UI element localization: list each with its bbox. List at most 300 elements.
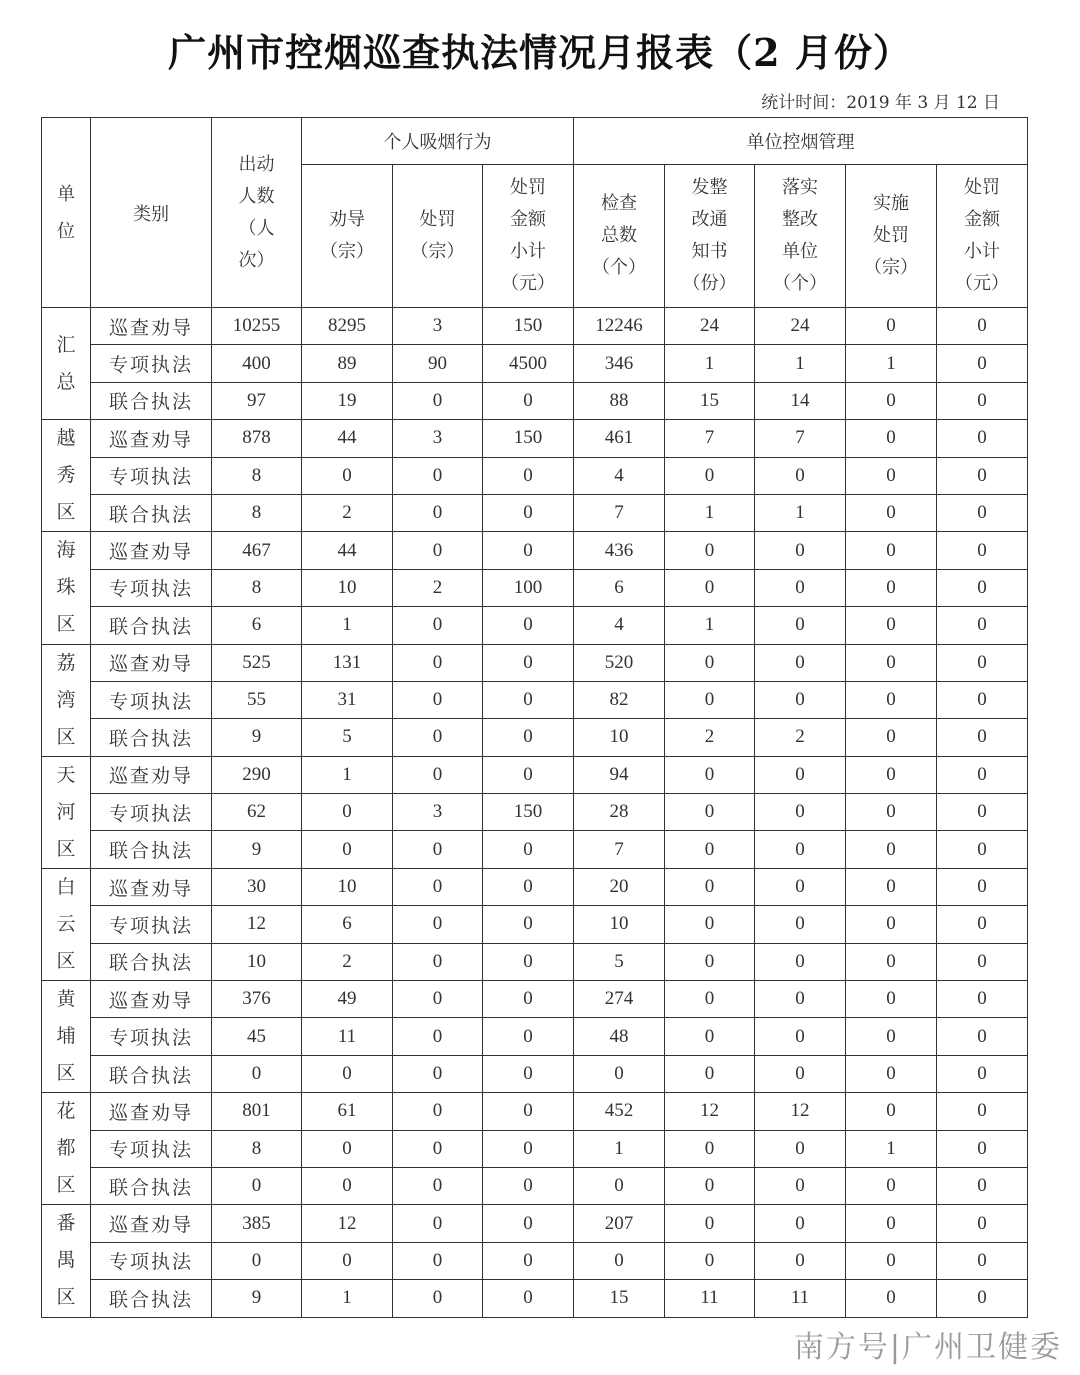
cell-persuade: 89 xyxy=(302,345,393,382)
category-cell: 巡查劝导 xyxy=(91,981,212,1018)
header-unit-penalty: 实施 处罚 （宗） xyxy=(846,165,937,308)
cell-penalty-amount: 0 xyxy=(483,906,574,943)
cell-penalty-amount: 0 xyxy=(483,382,574,419)
cell-inspections: 10 xyxy=(574,719,665,756)
cell-notices: 0 xyxy=(665,1130,755,1167)
cell-unit-penalty: 0 xyxy=(846,308,937,345)
cell-notices: 0 xyxy=(665,532,755,569)
category-cell: 专项执法 xyxy=(91,1242,212,1279)
cell-penalty-amount: 0 xyxy=(483,1280,574,1317)
cell-unit-penalty-amount: 0 xyxy=(937,1055,1028,1092)
category-cell: 专项执法 xyxy=(91,1130,212,1167)
cell-unit-penalty: 0 xyxy=(846,382,937,419)
cell-penalty: 0 xyxy=(393,1055,483,1092)
cell-penalty-amount: 0 xyxy=(483,756,574,793)
cell-inspections: 7 xyxy=(574,494,665,531)
cell-persuade: 6 xyxy=(302,906,393,943)
cell-rectified: 1 xyxy=(755,494,846,531)
cell-inspections: 0 xyxy=(574,1055,665,1092)
cell-notices: 1 xyxy=(665,494,755,531)
cell-unit-penalty-amount: 0 xyxy=(937,1093,1028,1130)
unit-name-cell: 花都区 xyxy=(42,1093,91,1205)
cell-penalty: 0 xyxy=(393,607,483,644)
unit-name-cell: 番禺区 xyxy=(42,1205,91,1317)
cell-persuade: 10 xyxy=(302,868,393,905)
cell-rectified: 0 xyxy=(755,532,846,569)
cell-penalty: 0 xyxy=(393,644,483,681)
cell-unit-penalty: 0 xyxy=(846,831,937,868)
cell-persuade: 0 xyxy=(302,1130,393,1167)
table-row xyxy=(42,457,1028,494)
cell-penalty: 0 xyxy=(393,756,483,793)
cell-notices: 2 xyxy=(665,719,755,756)
header-category: 类别 xyxy=(91,118,212,308)
header-inspections: 检查 总数 （个） xyxy=(574,165,665,308)
cell-unit-penalty: 0 xyxy=(846,532,937,569)
category-cell: 联合执法 xyxy=(91,1055,212,1092)
cell-rectified: 0 xyxy=(755,1167,846,1204)
cell-unit-penalty: 0 xyxy=(846,681,937,718)
cell-inspections: 5 xyxy=(574,943,665,980)
cell-rectified: 7 xyxy=(755,420,846,457)
cell-persuade: 1 xyxy=(302,756,393,793)
cell-notices: 7 xyxy=(665,420,755,457)
cell-rectified: 2 xyxy=(755,719,846,756)
cell-unit-penalty: 1 xyxy=(846,345,937,382)
header-persuade: 劝导 （宗） xyxy=(302,165,393,308)
table-row xyxy=(42,906,1028,943)
cell-penalty-amount: 0 xyxy=(483,719,574,756)
cell-unit-penalty: 0 xyxy=(846,943,937,980)
cell-unit-penalty: 0 xyxy=(846,457,937,494)
cell-notices: 0 xyxy=(665,457,755,494)
cell-penalty: 0 xyxy=(393,681,483,718)
cell-rectified: 0 xyxy=(755,868,846,905)
cell-unit-penalty-amount: 0 xyxy=(937,1280,1028,1317)
cell-persuade: 10 xyxy=(302,569,393,606)
cell-persuade: 0 xyxy=(302,457,393,494)
unit-name-cell: 越秀区 xyxy=(42,420,91,532)
cell-notices: 0 xyxy=(665,906,755,943)
cell-penalty: 0 xyxy=(393,1130,483,1167)
cell-staff: 55 xyxy=(212,681,302,718)
cell-penalty-amount: 0 xyxy=(483,1167,574,1204)
cell-penalty-amount: 0 xyxy=(483,868,574,905)
cell-penalty: 0 xyxy=(393,532,483,569)
cell-penalty: 3 xyxy=(393,420,483,457)
category-cell: 巡查劝导 xyxy=(91,644,212,681)
cell-inspections: 4 xyxy=(574,607,665,644)
cell-penalty-amount: 0 xyxy=(483,1130,574,1167)
cell-rectified: 0 xyxy=(755,981,846,1018)
cell-unit-penalty: 0 xyxy=(846,719,937,756)
cell-staff: 376 xyxy=(212,981,302,1018)
cell-inspections: 0 xyxy=(574,1242,665,1279)
cell-inspections: 88 xyxy=(574,382,665,419)
cell-unit-penalty: 0 xyxy=(846,494,937,531)
header-group-personal: 个人吸烟行为 xyxy=(302,118,574,165)
cell-inspections: 452 xyxy=(574,1093,665,1130)
table-row xyxy=(42,420,1028,457)
cell-penalty: 90 xyxy=(393,345,483,382)
cell-inspections: 4 xyxy=(574,457,665,494)
cell-inspections: 207 xyxy=(574,1205,665,1242)
cell-unit-penalty-amount: 0 xyxy=(937,532,1028,569)
cell-rectified: 0 xyxy=(755,1205,846,1242)
cell-staff: 0 xyxy=(212,1167,302,1204)
table-row xyxy=(42,719,1028,756)
cell-rectified: 0 xyxy=(755,1055,846,1092)
cell-staff: 6 xyxy=(212,607,302,644)
cell-inspections: 346 xyxy=(574,345,665,382)
cell-notices: 0 xyxy=(665,943,755,980)
cell-penalty: 2 xyxy=(393,569,483,606)
cell-penalty-amount: 0 xyxy=(483,607,574,644)
table-row xyxy=(42,532,1028,569)
header-unit-penalty-amount: 处罚 金额 小计 （元） xyxy=(937,165,1028,308)
table-row xyxy=(42,981,1028,1018)
unit-name-cell: 荔湾区 xyxy=(42,644,91,756)
table-row xyxy=(42,681,1028,718)
table-row xyxy=(42,943,1028,980)
cell-persuade: 61 xyxy=(302,1093,393,1130)
cell-penalty: 0 xyxy=(393,494,483,531)
cell-inspections: 436 xyxy=(574,532,665,569)
cell-rectified: 14 xyxy=(755,382,846,419)
cell-persuade: 49 xyxy=(302,981,393,1018)
category-cell: 专项执法 xyxy=(91,1018,212,1055)
cell-unit-penalty: 0 xyxy=(846,644,937,681)
cell-staff: 10 xyxy=(212,943,302,980)
cell-inspections: 82 xyxy=(574,681,665,718)
cell-penalty: 0 xyxy=(393,943,483,980)
cell-unit-penalty: 0 xyxy=(846,569,937,606)
cell-persuade: 2 xyxy=(302,943,393,980)
cell-unit-penalty: 0 xyxy=(846,1018,937,1055)
cell-staff: 0 xyxy=(212,1242,302,1279)
cell-unit-penalty-amount: 0 xyxy=(937,943,1028,980)
cell-rectified: 1 xyxy=(755,345,846,382)
cell-unit-penalty-amount: 0 xyxy=(937,382,1028,419)
cell-unit-penalty-amount: 0 xyxy=(937,794,1028,831)
cell-penalty: 0 xyxy=(393,382,483,419)
cell-staff: 9 xyxy=(212,1280,302,1317)
cell-notices: 0 xyxy=(665,1018,755,1055)
unit-name-cell: 白云区 xyxy=(42,868,91,980)
cell-unit-penalty-amount: 0 xyxy=(937,868,1028,905)
cell-notices: 0 xyxy=(665,569,755,606)
cell-unit-penalty-amount: 0 xyxy=(937,831,1028,868)
table-row xyxy=(42,794,1028,831)
cell-inspections: 274 xyxy=(574,981,665,1018)
cell-rectified: 0 xyxy=(755,794,846,831)
header-notices: 发整 改通 知书 （份） xyxy=(665,165,755,308)
cell-staff: 8 xyxy=(212,569,302,606)
cell-persuade: 1 xyxy=(302,607,393,644)
cell-notices: 0 xyxy=(665,1167,755,1204)
unit-name-cell: 海珠区 xyxy=(42,532,91,644)
cell-penalty: 0 xyxy=(393,906,483,943)
report-body xyxy=(42,308,1028,1318)
cell-unit-penalty-amount: 0 xyxy=(937,644,1028,681)
cell-unit-penalty-amount: 0 xyxy=(937,1130,1028,1167)
category-cell: 联合执法 xyxy=(91,831,212,868)
cell-inspections: 12246 xyxy=(574,308,665,345)
cell-persuade: 0 xyxy=(302,794,393,831)
cell-unit-penalty: 0 xyxy=(846,794,937,831)
cell-rectified: 11 xyxy=(755,1280,846,1317)
cell-staff: 878 xyxy=(212,420,302,457)
cell-notices: 0 xyxy=(665,831,755,868)
table-row xyxy=(42,1055,1028,1092)
unit-name-cell: 汇总 xyxy=(42,308,91,420)
header-rectified: 落实 整改 单位 （个） xyxy=(755,165,846,308)
cell-rectified: 12 xyxy=(755,1093,846,1130)
cell-staff: 0 xyxy=(212,1055,302,1092)
cell-inspections: 6 xyxy=(574,569,665,606)
cell-notices: 11 xyxy=(665,1280,755,1317)
cell-notices: 0 xyxy=(665,981,755,1018)
category-cell: 联合执法 xyxy=(91,719,212,756)
cell-staff: 467 xyxy=(212,532,302,569)
table-row xyxy=(42,1167,1028,1204)
cell-penalty-amount: 150 xyxy=(483,420,574,457)
cell-unit-penalty: 0 xyxy=(846,1205,937,1242)
cell-penalty-amount: 0 xyxy=(483,1242,574,1279)
cell-inspections: 15 xyxy=(574,1280,665,1317)
statistics-date: 统计时间：2019 年 3 月 12 日 xyxy=(761,93,1000,113)
category-cell: 巡查劝导 xyxy=(91,1093,212,1130)
category-cell: 专项执法 xyxy=(91,794,212,831)
cell-inspections: 1 xyxy=(574,1130,665,1167)
cell-staff: 45 xyxy=(212,1018,302,1055)
cell-unit-penalty-amount: 0 xyxy=(937,906,1028,943)
cell-penalty-amount: 0 xyxy=(483,831,574,868)
table-row xyxy=(42,1242,1028,1279)
cell-unit-penalty-amount: 0 xyxy=(937,681,1028,718)
cell-notices: 0 xyxy=(665,1205,755,1242)
cell-unit-penalty-amount: 0 xyxy=(937,494,1028,531)
cell-unit-penalty-amount: 0 xyxy=(937,756,1028,793)
cell-persuade: 2 xyxy=(302,494,393,531)
cell-persuade: 11 xyxy=(302,1018,393,1055)
table-row xyxy=(42,494,1028,531)
cell-persuade: 19 xyxy=(302,382,393,419)
cell-penalty: 3 xyxy=(393,308,483,345)
cell-unit-penalty: 0 xyxy=(846,1093,937,1130)
cell-penalty: 0 xyxy=(393,719,483,756)
cell-inspections: 48 xyxy=(574,1018,665,1055)
cell-persuade: 12 xyxy=(302,1205,393,1242)
category-cell: 联合执法 xyxy=(91,1280,212,1317)
cell-unit-penalty-amount: 0 xyxy=(937,1018,1028,1055)
cell-penalty: 0 xyxy=(393,1093,483,1130)
category-cell: 巡查劝导 xyxy=(91,532,212,569)
cell-penalty-amount: 100 xyxy=(483,569,574,606)
cell-penalty-amount: 0 xyxy=(483,1018,574,1055)
cell-staff: 10255 xyxy=(212,308,302,345)
report-title: 广州市控烟巡查执法情况月报表（2 月份） xyxy=(168,30,912,75)
category-cell: 巡查劝导 xyxy=(91,756,212,793)
cell-unit-penalty: 0 xyxy=(846,756,937,793)
cell-persuade: 0 xyxy=(302,1242,393,1279)
cell-rectified: 0 xyxy=(755,1130,846,1167)
cell-penalty: 3 xyxy=(393,794,483,831)
cell-notices: 1 xyxy=(665,345,755,382)
cell-unit-penalty-amount: 0 xyxy=(937,420,1028,457)
cell-inspections: 0 xyxy=(574,1167,665,1204)
category-cell: 专项执法 xyxy=(91,345,212,382)
cell-staff: 801 xyxy=(212,1093,302,1130)
cell-persuade: 8295 xyxy=(302,308,393,345)
cell-penalty-amount: 150 xyxy=(483,308,574,345)
table-row xyxy=(42,868,1028,905)
table-row xyxy=(42,756,1028,793)
cell-rectified: 0 xyxy=(755,906,846,943)
cell-notices: 0 xyxy=(665,1055,755,1092)
cell-staff: 97 xyxy=(212,382,302,419)
cell-notices: 0 xyxy=(665,868,755,905)
category-cell: 巡查劝导 xyxy=(91,308,212,345)
cell-notices: 24 xyxy=(665,308,755,345)
cell-penalty: 0 xyxy=(393,1205,483,1242)
cell-inspections: 520 xyxy=(574,644,665,681)
cell-staff: 290 xyxy=(212,756,302,793)
category-cell: 联合执法 xyxy=(91,1167,212,1204)
cell-inspections: 10 xyxy=(574,906,665,943)
cell-inspections: 28 xyxy=(574,794,665,831)
cell-notices: 0 xyxy=(665,1242,755,1279)
cell-unit-penalty-amount: 0 xyxy=(937,607,1028,644)
category-cell: 巡查劝导 xyxy=(91,868,212,905)
table-row xyxy=(42,1093,1028,1130)
cell-rectified: 0 xyxy=(755,607,846,644)
cell-unit-penalty-amount: 0 xyxy=(937,1242,1028,1279)
unit-name-cell: 黄埔区 xyxy=(42,981,91,1093)
cell-unit-penalty: 0 xyxy=(846,1242,937,1279)
cell-penalty: 0 xyxy=(393,457,483,494)
category-cell: 联合执法 xyxy=(91,607,212,644)
cell-persuade: 0 xyxy=(302,831,393,868)
cell-unit-penalty: 1 xyxy=(846,1130,937,1167)
cell-penalty-amount: 0 xyxy=(483,681,574,718)
category-cell: 专项执法 xyxy=(91,681,212,718)
cell-inspections: 94 xyxy=(574,756,665,793)
cell-unit-penalty: 0 xyxy=(846,1167,937,1204)
cell-unit-penalty: 0 xyxy=(846,607,937,644)
cell-notices: 0 xyxy=(665,681,755,718)
cell-penalty: 0 xyxy=(393,1167,483,1204)
category-cell: 专项执法 xyxy=(91,906,212,943)
table-row xyxy=(42,345,1028,382)
header-group-unit: 单位控烟管理 xyxy=(574,118,1028,165)
cell-rectified: 0 xyxy=(755,756,846,793)
cell-penalty-amount: 0 xyxy=(483,1093,574,1130)
cell-rectified: 24 xyxy=(755,308,846,345)
header-penalty-amount: 处罚 金额 小计 （元） xyxy=(483,165,574,308)
cell-penalty: 0 xyxy=(393,981,483,1018)
cell-unit-penalty-amount: 0 xyxy=(937,569,1028,606)
cell-inspections: 461 xyxy=(574,420,665,457)
cell-staff: 9 xyxy=(212,719,302,756)
cell-staff: 385 xyxy=(212,1205,302,1242)
cell-unit-penalty-amount: 0 xyxy=(937,719,1028,756)
watermark: 南方号|广州卫健委 xyxy=(793,1330,1062,1365)
cell-penalty-amount: 4500 xyxy=(483,345,574,382)
cell-notices: 0 xyxy=(665,794,755,831)
cell-persuade: 0 xyxy=(302,1167,393,1204)
cell-persuade: 1 xyxy=(302,1280,393,1317)
category-cell: 巡查劝导 xyxy=(91,420,212,457)
table-row xyxy=(42,569,1028,606)
cell-penalty-amount: 0 xyxy=(483,457,574,494)
cell-unit-penalty: 0 xyxy=(846,868,937,905)
cell-rectified: 0 xyxy=(755,457,846,494)
table-row xyxy=(42,382,1028,419)
cell-notices: 1 xyxy=(665,607,755,644)
category-cell: 专项执法 xyxy=(91,457,212,494)
cell-staff: 8 xyxy=(212,494,302,531)
cell-unit-penalty: 0 xyxy=(846,1280,937,1317)
cell-rectified: 0 xyxy=(755,1242,846,1279)
cell-rectified: 0 xyxy=(755,644,846,681)
table-row xyxy=(42,308,1028,345)
cell-penalty-amount: 0 xyxy=(483,981,574,1018)
cell-notices: 0 xyxy=(665,756,755,793)
cell-persuade: 5 xyxy=(302,719,393,756)
table-row xyxy=(42,644,1028,681)
cell-rectified: 0 xyxy=(755,943,846,980)
cell-penalty: 0 xyxy=(393,831,483,868)
cell-rectified: 0 xyxy=(755,1018,846,1055)
cell-persuade: 44 xyxy=(302,532,393,569)
cell-penalty-amount: 0 xyxy=(483,644,574,681)
cell-inspections: 20 xyxy=(574,868,665,905)
cell-penalty-amount: 150 xyxy=(483,794,574,831)
cell-notices: 15 xyxy=(665,382,755,419)
report-table xyxy=(41,117,1028,1318)
table-row xyxy=(42,1018,1028,1055)
cell-penalty-amount: 0 xyxy=(483,494,574,531)
cell-staff: 8 xyxy=(212,457,302,494)
cell-unit-penalty: 0 xyxy=(846,981,937,1018)
table-row xyxy=(42,1205,1028,1242)
category-cell: 联合执法 xyxy=(91,382,212,419)
cell-penalty: 0 xyxy=(393,1242,483,1279)
cell-staff: 525 xyxy=(212,644,302,681)
cell-rectified: 0 xyxy=(755,569,846,606)
cell-staff: 62 xyxy=(212,794,302,831)
cell-notices: 0 xyxy=(665,644,755,681)
table-row xyxy=(42,1130,1028,1167)
category-cell: 专项执法 xyxy=(91,569,212,606)
cell-penalty-amount: 0 xyxy=(483,943,574,980)
cell-notices: 12 xyxy=(665,1093,755,1130)
cell-rectified: 0 xyxy=(755,681,846,718)
cell-unit-penalty-amount: 0 xyxy=(937,345,1028,382)
cell-unit-penalty: 0 xyxy=(846,906,937,943)
cell-unit-penalty-amount: 0 xyxy=(937,1167,1028,1204)
cell-unit-penalty: 0 xyxy=(846,420,937,457)
cell-staff: 9 xyxy=(212,831,302,868)
cell-staff: 400 xyxy=(212,345,302,382)
category-cell: 联合执法 xyxy=(91,943,212,980)
cell-penalty: 0 xyxy=(393,1280,483,1317)
cell-persuade: 131 xyxy=(302,644,393,681)
header-staff: 出动 人数 （人 次） xyxy=(212,118,302,308)
cell-staff: 8 xyxy=(212,1130,302,1167)
cell-unit-penalty-amount: 0 xyxy=(937,981,1028,1018)
